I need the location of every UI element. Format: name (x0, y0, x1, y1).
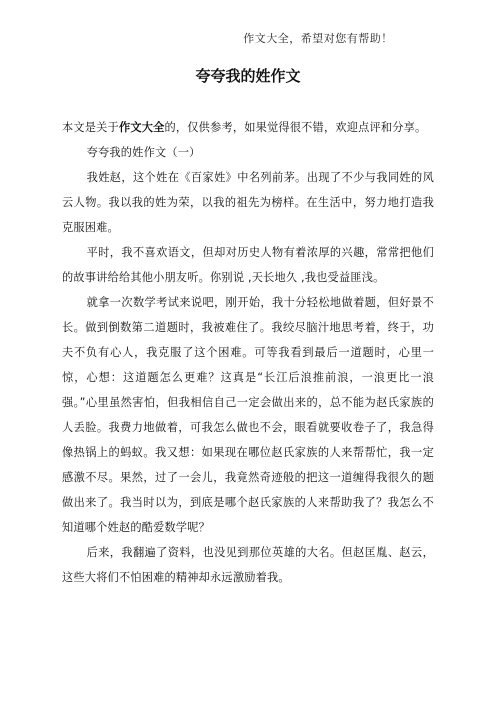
body-paragraph-2: 平时，我不喜欢语文，但却对历史人物有着浓厚的兴趣，常常把他们的故事讲给给其他小朋友听。你别说 ,天长地久 ,我也受益匪浅。 (62, 246, 434, 284)
intro-paragraph (62, 115, 434, 140)
body-paragraph-3: 就拿一次数学考试来说吧，刚开始，我十分轻松地做着题，但好景不长。做到倒数第二道题时，我被难住了。我绞尽脑汁地思考着，终于，功夫不负有心人，我克服了这个困难。可等我看到最后一道题时，心里一惊，心想：这道题怎么更难？这真是“长江后浪推前浪，一浪更比一浪强。”心里虽然害怕，但我相信自己一定会做出来的，总不能为赵氏家族的人丢脸。我费力地做着，可我怎么做也不会，眼看就要收卷子了，我急得像热锅上的蚂蚁。我又想：如果现在哪位赵氏家族的人来帮帮忙，我一定感激不尽。果然，过了一会儿，我竟然奇迹般的把这一道缠得我很久的题做出来了。我当时以为，到底是哪个赵氏家族的人来帮助我了？我怎么不知道哪个姓赵的酷爱数学呢？ (62, 296, 434, 534)
document-title: 夸夸我的姓作文 (195, 67, 301, 85)
document-body (62, 115, 434, 590)
body-paragraph-4: 后来，我翻遍了资料，也没见到那位英雄的大名。但赵匡胤、赵云，这些大将们不怕困难的精神却永远激励着我。 (62, 546, 434, 584)
intro-bold-keyword: 作文大全 (118, 121, 165, 134)
intro-suffix: 的，仅供参考，如果觉得很不错，欢迎点评和分享。 (164, 121, 427, 134)
body-paragraph-1: 我姓赵，这个姓在《百家姓》中名列前茅。出现了不少与我同姓的风云人物。我以我的姓为荣，以我的祖先为榜样。在生活中，努力地打造我克服困难。 (62, 171, 434, 234)
intro-prefix: 本文是关于 (62, 121, 119, 134)
section-heading: 夸夸我的姓作文（一） (86, 146, 201, 159)
page-header: 作文大全，希望对您有帮助！ (243, 32, 393, 45)
